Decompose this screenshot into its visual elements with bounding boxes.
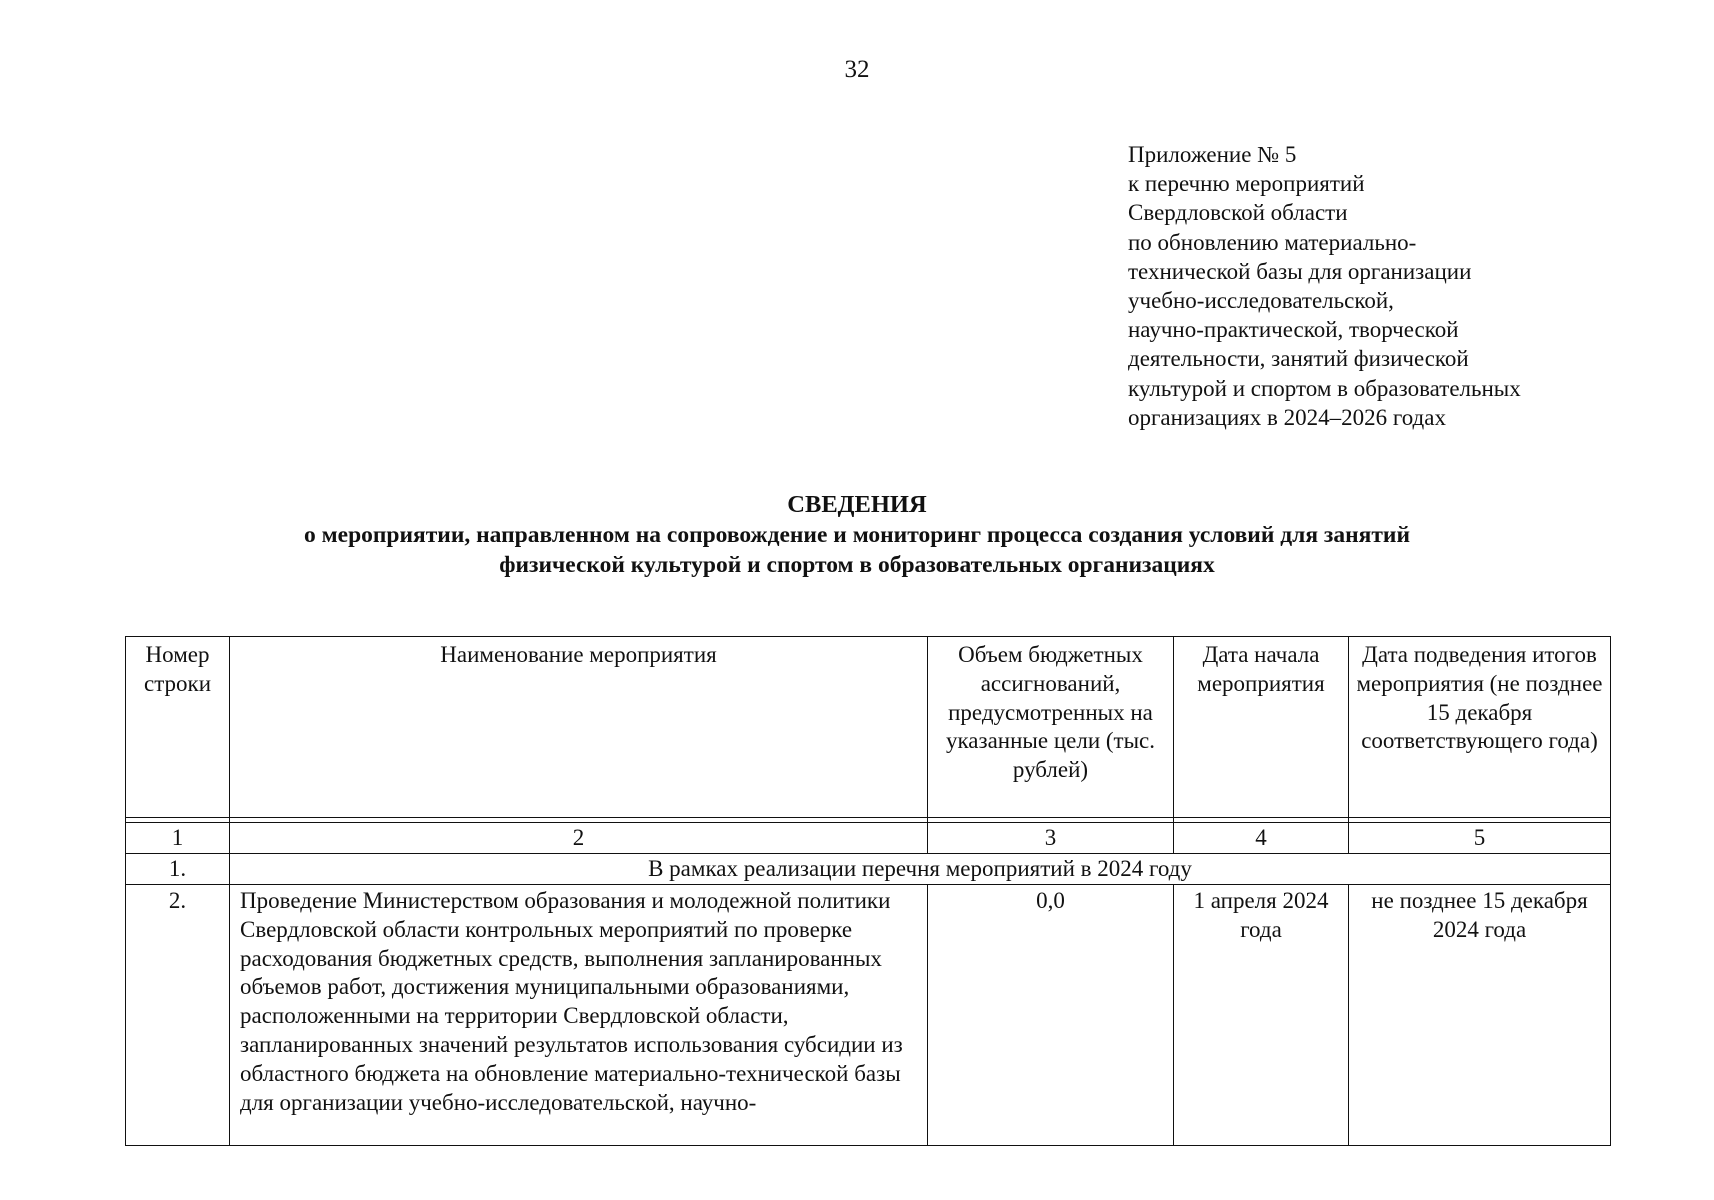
column-number: 3 (928, 823, 1174, 854)
header-budget-amount: Объем бюджетных ассигнований, предусмотренных на указанные цели (тыс. рублей) (928, 637, 1174, 818)
budget-amount: 0,0 (928, 885, 1174, 1146)
table-row (126, 885, 1611, 1146)
section-row-number: 1. (126, 854, 230, 885)
appendix-line: учебно-исследовательской, (1128, 288, 1394, 314)
column-number: 5 (1349, 823, 1611, 854)
appendix-line: Свердловской области (1128, 200, 1348, 226)
appendix-line: технической базы для организации (1128, 258, 1472, 284)
measures-table (125, 636, 1611, 1146)
measure-name: Проведение Министерством образования и молодежной политики Свердловской области контрольных мероприятий по проверке расходования бюджетных средств, выполнения запланированных объемов работ, достижения муниципальными образованиями, расположенными на территории Свердловской области, запланированных значений результатов использования субсидии из областного бюджета на обновление материально-технической базы для организации учебно-исследовательской, научно- (230, 885, 928, 1146)
appendix-line: к перечню мероприятий (1128, 171, 1365, 197)
appendix-line: культурой и спортом в образовательных (1128, 375, 1521, 401)
section-row (126, 854, 1611, 885)
column-number: 4 (1174, 823, 1349, 854)
table-header-row (126, 637, 1611, 818)
header-start-date: Дата начала мероприятия (1174, 637, 1349, 818)
page-number: 32 (844, 56, 870, 83)
appendix-line: научно-практической, творческой (1128, 317, 1459, 343)
header-measure-name: Наименование мероприятия (230, 637, 928, 818)
appendix-line: организациях в 2024–2026 годах (1128, 404, 1446, 430)
header-end-date: Дата подведения итогов мероприятия (не позднее 15 декабря соответствующего года) (1349, 637, 1611, 818)
column-number-row (126, 823, 1611, 854)
header-row-number: Номер строки (126, 637, 230, 818)
title-line-1: о мероприятии, направленном на сопровождение и мониторинг процесса создания условий для занятий (304, 522, 1410, 548)
column-number: 2 (230, 823, 928, 854)
section-row-text: В рамках реализации перечня мероприятий в 2024 году (230, 854, 1611, 885)
row-number: 2. (126, 885, 230, 1146)
title-main: СВЕДЕНИЯ (787, 491, 927, 518)
appendix-block (1128, 140, 1521, 432)
end-date: не позднее 15 декабря 2024 года (1349, 885, 1611, 1146)
title-line-2: физической культурой и спортом в образовательных организациях (499, 552, 1215, 578)
appendix-line: по обновлению материально- (1128, 229, 1417, 255)
start-date: 1 апреля 2024 года (1174, 885, 1349, 1146)
column-number: 1 (126, 823, 230, 854)
appendix-line: деятельности, занятий физической (1128, 346, 1469, 372)
document-title (0, 490, 1714, 580)
appendix-line: Приложение № 5 (1128, 142, 1297, 167)
